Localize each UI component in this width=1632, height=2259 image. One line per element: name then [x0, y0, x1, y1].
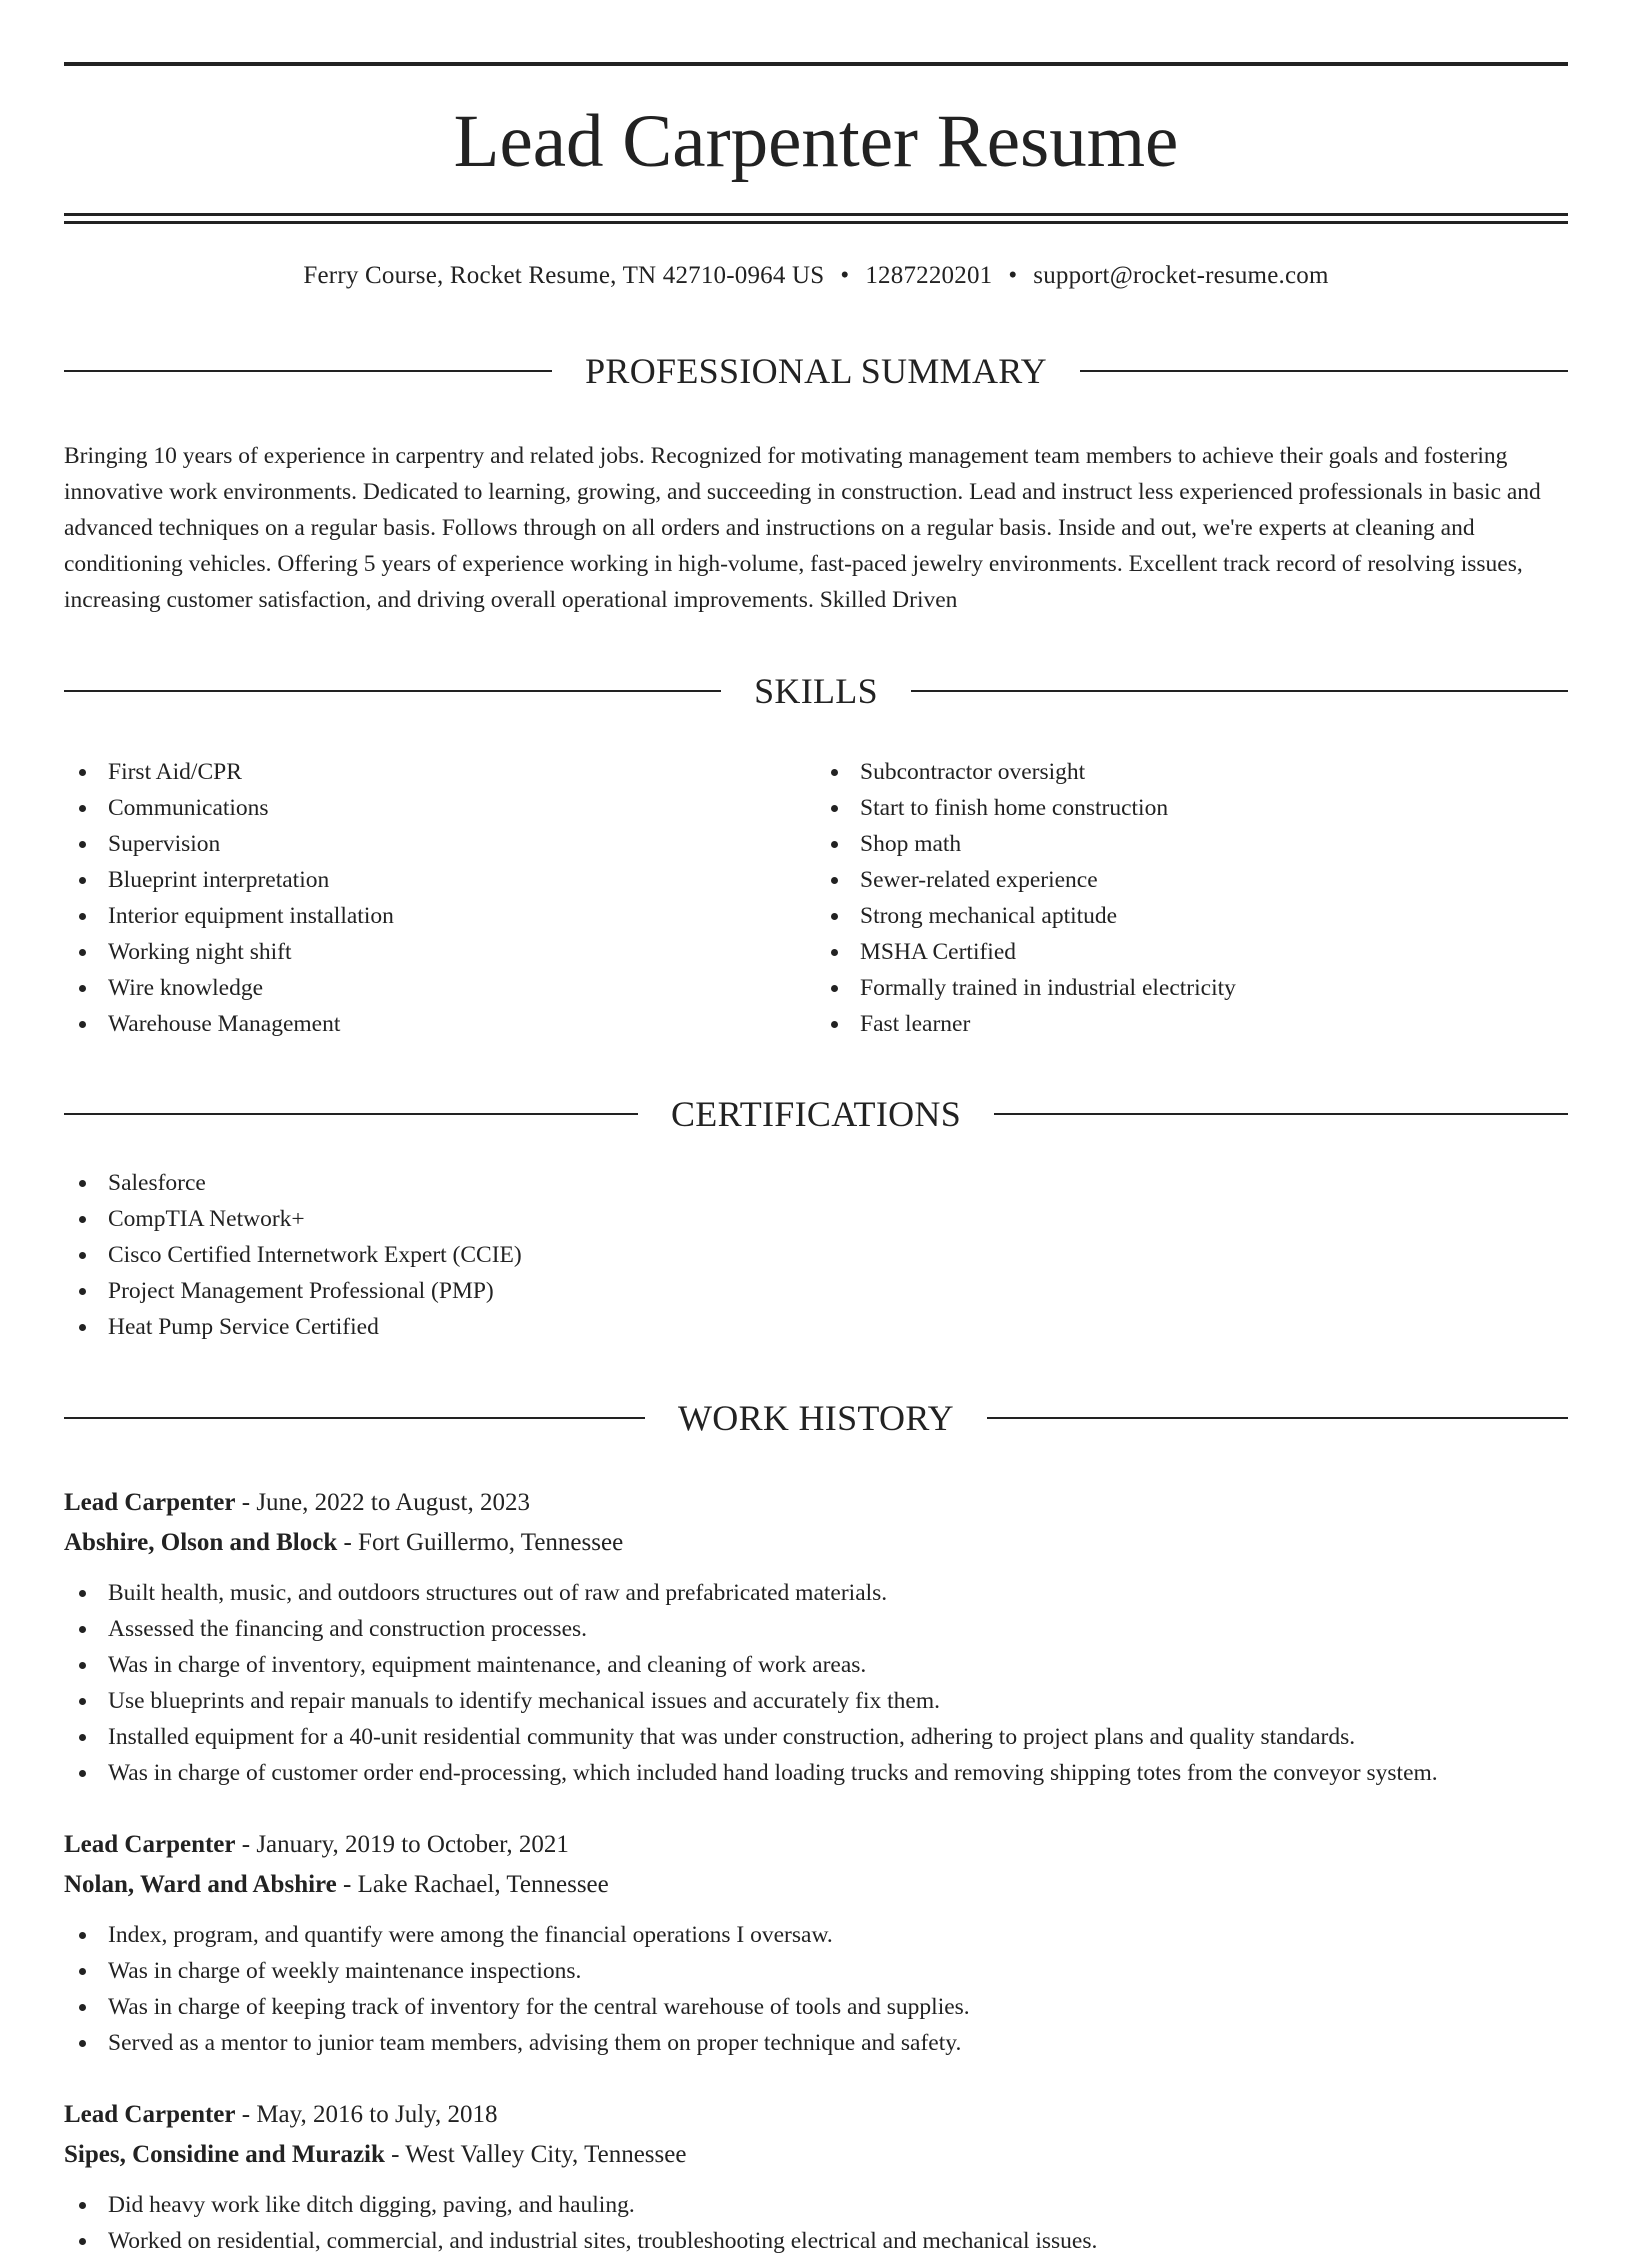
certifications-section-heading — [64, 1064, 1568, 1166]
title-double-rule — [64, 213, 1568, 224]
page-title: Lead Carpenter Resume — [453, 100, 1179, 183]
heading-rule-right — [911, 690, 1568, 692]
job-duty-item: Index, program, and quantify were among the financial operations I oversaw. — [64, 1917, 1568, 1953]
job-dates: - May, 2016 to July, 2018 — [235, 2101, 498, 2128]
job-location: - Fort Guillermo, Tennessee — [337, 1529, 624, 1556]
top-rule — [64, 62, 1568, 66]
skill-item: MSHA Certified — [816, 934, 1568, 970]
heading-rule-left — [64, 690, 721, 692]
skill-item: Warehouse Management — [64, 1006, 816, 1042]
certification-item: Salesforce — [64, 1165, 1568, 1201]
work-history-section-heading — [64, 1367, 1568, 1469]
job-duty-item: Built health, music, and outdoors structures out of raw and prefabricated materials. — [64, 1575, 1568, 1611]
job-company-line — [64, 1865, 1568, 1905]
skill-item: Sewer-related experience — [816, 862, 1568, 898]
skill-item: Wire knowledge — [64, 970, 816, 1006]
job-location: - Lake Rachael, Tennessee — [336, 1871, 609, 1898]
contact-line — [64, 262, 1568, 290]
skill-item: Communications — [64, 790, 816, 826]
heading-rule-left — [64, 1417, 645, 1419]
work-history-heading-label: WORK HISTORY — [678, 1398, 954, 1439]
job-title: Lead Carpenter — [64, 1489, 236, 1516]
skill-item: Start to finish home construction — [816, 790, 1568, 826]
job-dates: - January, 2019 to October, 2021 — [235, 1831, 569, 1858]
job-company: Nolan, Ward and Abshire — [64, 1871, 337, 1898]
job-duty-item: Assessed the financing and construction processes. — [64, 1611, 1568, 1647]
job-dates: - June, 2022 to August, 2023 — [235, 1489, 530, 1516]
job-entry — [64, 1825, 1568, 2061]
job-duty-item: Use blueprints and repair manuals to identify mechanical issues and accurately fix them. — [64, 1683, 1568, 1719]
skill-item: Strong mechanical aptitude — [816, 898, 1568, 934]
heading-rule-right — [994, 1113, 1568, 1115]
certifications-list — [64, 1165, 1568, 1345]
contact-separator: • — [840, 262, 850, 289]
certification-item: Cisco Certified Internetwork Expert (CCIE) — [64, 1237, 1568, 1273]
certification-item: Heat Pump Service Certified — [64, 1309, 1568, 1345]
job-company-line — [64, 1523, 1568, 1563]
summary-section-heading — [64, 320, 1568, 422]
job-title: Lead Carpenter — [64, 1831, 236, 1858]
skill-item: Supervision — [64, 826, 816, 862]
heading-rule-right — [1080, 370, 1568, 372]
heading-rule-right — [987, 1417, 1568, 1419]
skill-item: First Aid/CPR — [64, 754, 816, 790]
skills-list-right — [816, 754, 1568, 1042]
job-duty-item: Was in charge of inventory, equipment maintenance, and cleaning of work areas. — [64, 1647, 1568, 1683]
job-duties-list — [64, 1575, 1568, 1791]
skill-item: Subcontractor oversight — [816, 754, 1568, 790]
contact-address: Ferry Course, Rocket Resume, TN 42710-0964 US — [303, 262, 825, 289]
summary-text: Bringing 10 years of experience in carpentry and related jobs. Recognized for motivating management team members to achieve their goals and fostering innovative work environments. Dedicated to learning, growing, and succeeding in construction. Lead and instruct less experienced professionals in basic and advanced techniques on a regular basis. Follows through on all orders and instructions on a regular basis. Inside and out, we're experts at cleaning and conditioning vehicles. Offering 5 years of experience working in high-volume, fast-paced jewelry environments. Excellent track record of resolving issues, increasing customer satisfaction, and driving overall operational improvements. Skilled Driven — [64, 442, 1541, 613]
skill-item: Formally trained in industrial electricity — [816, 970, 1568, 1006]
job-title-line — [64, 1483, 1568, 1523]
certifications-heading-label: CERTIFICATIONS — [670, 1094, 962, 1135]
work-history-list — [64, 1483, 1568, 2259]
job-location: - West Valley City, Tennessee — [384, 2141, 687, 2168]
heading-rule-left — [64, 370, 552, 372]
skills-heading-label: SKILLS — [754, 670, 878, 711]
job-duty-item: Did heavy work like ditch digging, paving, and hauling. — [64, 2187, 1568, 2223]
job-entry — [64, 2095, 1568, 2259]
certification-item: CompTIA Network+ — [64, 1201, 1568, 1237]
skill-item: Fast learner — [816, 1006, 1568, 1042]
job-title-line — [64, 2095, 1568, 2135]
summary-heading-label: PROFESSIONAL SUMMARY — [585, 350, 1047, 391]
job-duties-list — [64, 1917, 1568, 2061]
job-duty-item: Installed equipment for a 40-unit residential community that was under construction, adhering to project plans and quality standards. — [64, 1719, 1568, 1755]
skill-item: Interior equipment installation — [64, 898, 816, 934]
job-duty-item: Served as a mentor to junior team members, advising them on proper technique and safety. — [64, 2025, 1568, 2061]
job-company-line — [64, 2135, 1568, 2175]
job-duties-list — [64, 2187, 1568, 2259]
skills-columns — [64, 754, 1568, 1042]
contact-email: support@rocket-resume.com — [1033, 262, 1329, 289]
job-title: Lead Carpenter — [64, 2101, 236, 2128]
job-duty-item: Was in charge of customer order end-processing, which included hand loading trucks and removing shipping totes from the conveyor system. — [64, 1755, 1568, 1791]
skills-section-heading — [64, 640, 1568, 742]
job-company: Sipes, Considine and Murazik — [64, 2141, 385, 2168]
job-duty-item: Worked on residential, commercial, and industrial sites, troubleshooting electrical and mechanical issues. — [64, 2223, 1568, 2259]
contact-phone: 1287220201 — [865, 262, 993, 289]
contact-separator: • — [1008, 262, 1018, 289]
skills-list-left — [64, 754, 816, 1042]
job-duty-item: Was in charge of weekly maintenance inspections. — [64, 1953, 1568, 1989]
skill-item: Blueprint interpretation — [64, 862, 816, 898]
job-duty-item: Was in charge of keeping track of inventory for the central warehouse of tools and supplies. — [64, 1989, 1568, 2025]
skill-item: Working night shift — [64, 934, 816, 970]
job-title-line — [64, 1825, 1568, 1865]
job-company: Abshire, Olson and Block — [64, 1529, 338, 1556]
skill-item: Shop math — [816, 826, 1568, 862]
certification-item: Project Management Professional (PMP) — [64, 1273, 1568, 1309]
job-entry — [64, 1483, 1568, 1791]
heading-rule-left — [64, 1113, 638, 1115]
